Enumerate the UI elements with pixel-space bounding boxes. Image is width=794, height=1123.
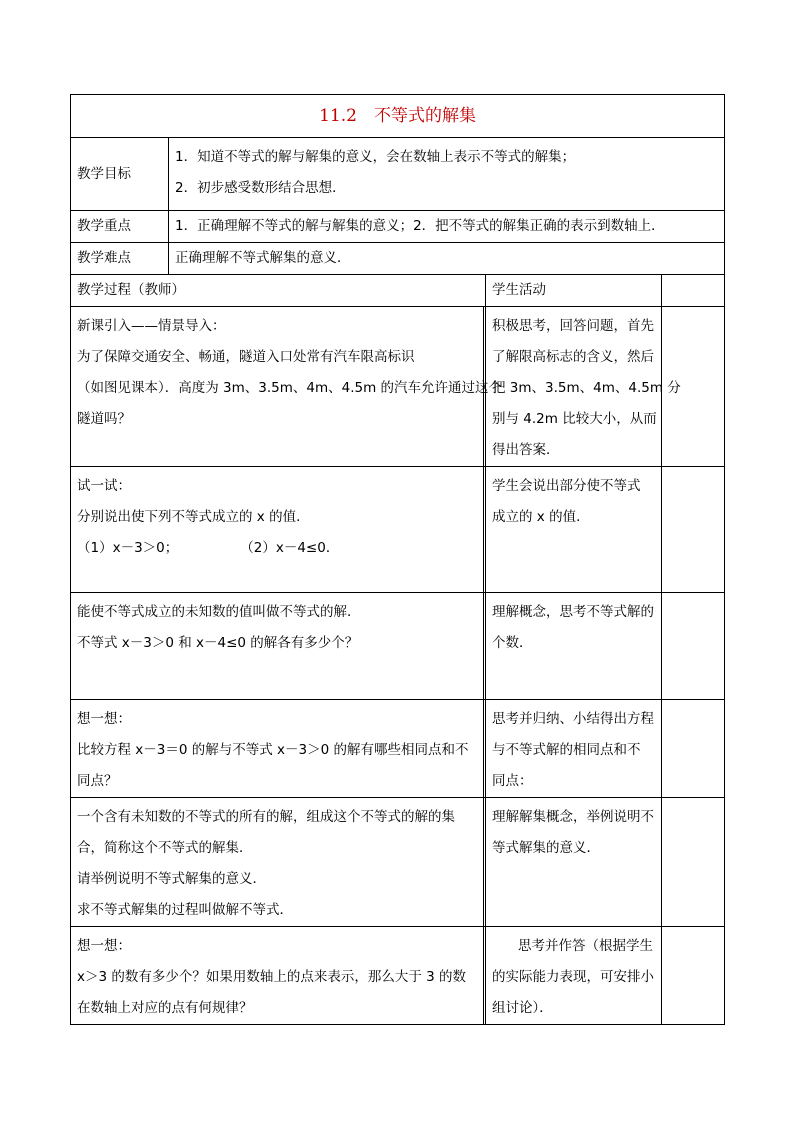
empty-cell xyxy=(662,593,725,700)
teacher-line: 能使不等式成立的未知数的值叫做不等式的解． xyxy=(77,604,361,620)
student-line: 同点： xyxy=(492,773,533,789)
page-title: 11.2 不等式的解集 xyxy=(71,95,725,138)
goal-item: 1．知道不等式的解与解集的意义，会在数轴上表示不等式的解集； xyxy=(175,149,576,165)
teacher-line: x＞3 的数有多少个？如果用数轴上的点来表示，那么大于 3 的数 xyxy=(77,969,467,985)
student-line: 得出答案． xyxy=(492,442,560,458)
goals-label: 教学目标 xyxy=(71,138,169,211)
student-line: 把 3m、3.5m、4m、4.5m 分 xyxy=(492,380,681,396)
empty-cell xyxy=(662,467,725,593)
empty-cell xyxy=(662,798,725,927)
student-line: 了解限高标志的含义，然后 xyxy=(492,349,654,365)
exercise-1: （1）x－3＞0； xyxy=(77,540,179,556)
teacher-line: 合，简称这个不等式的解集． xyxy=(77,840,253,856)
teacher-cell xyxy=(71,593,484,700)
student-line: 理解概念，思考不等式解的 xyxy=(492,604,654,620)
student-column-header: 学生活动 xyxy=(486,275,662,307)
empty-cell xyxy=(662,700,725,798)
teacher-line: （如图见课本）．高度为 3m、3.5m、4m、4.5m 的汽车允许通过这个 xyxy=(77,380,503,396)
teacher-line: 同点？ xyxy=(77,773,118,789)
teacher-line: 求不等式解集的过程叫做解不等式． xyxy=(77,902,293,918)
teacher-cell xyxy=(71,927,484,1025)
lesson-plan xyxy=(70,94,724,1025)
goals-content xyxy=(169,138,725,211)
difficulty-text: 正确理解不等式解集的意义． xyxy=(169,243,725,275)
teacher-line: 一个含有未知数的不等式的所有的解，组成这个不等式的解的集 xyxy=(77,809,455,825)
empty-cell xyxy=(662,275,725,307)
student-cell xyxy=(486,593,662,700)
student-line: 等式解集的意义． xyxy=(492,840,600,856)
teacher-cell xyxy=(71,700,484,798)
student-cell xyxy=(486,798,662,927)
teacher-line: 想一想： xyxy=(77,938,131,954)
teacher-line: 隧道吗？ xyxy=(77,411,131,427)
teacher-line: 比较方程 x－3＝0 的解与不等式 x－3＞0 的解有哪些相同点和不 xyxy=(77,742,469,758)
teacher-line: 分别说出使下列不等式成立的 x 的值． xyxy=(77,509,310,525)
key-points-label: 教学重点 xyxy=(71,211,169,243)
teacher-column-header: 教学过程（教师） xyxy=(71,275,486,307)
student-line: 别与 4.2m 比较大小，从而 xyxy=(492,411,657,427)
student-cell xyxy=(486,700,662,798)
lesson-table xyxy=(70,94,725,1025)
student-line: 个数． xyxy=(492,635,533,651)
teacher-line xyxy=(77,533,477,564)
key-points-text: 1．正确理解不等式的解与解集的意义；2．把不等式的解集正确的表示到数轴上． xyxy=(169,211,725,243)
empty-cell xyxy=(662,927,725,1025)
student-line: 学生会说出部分使不等式 xyxy=(492,478,641,494)
exercise-2: （2）x－4≤0． xyxy=(240,540,340,556)
student-line: 思考并归纳、小结得出方程 xyxy=(492,711,654,727)
student-cell xyxy=(486,467,662,593)
difficulty-label: 教学难点 xyxy=(71,243,169,275)
student-line: 成立的 x 的值． xyxy=(492,509,590,525)
teacher-line: 为了保障交通安全、畅通，隧道入口处常有汽车限高标识 xyxy=(77,349,415,365)
student-cell xyxy=(486,307,681,467)
student-cell xyxy=(486,927,662,1025)
student-line: 积极思考，回答问题，首先 xyxy=(492,318,654,334)
teacher-cell xyxy=(71,798,484,927)
teacher-line: 请举例说明不等式解集的意义． xyxy=(77,871,266,887)
teacher-line: 试一试： xyxy=(77,478,131,494)
teacher-line: 想一想： xyxy=(77,711,131,727)
student-line: 的实际能力表现，可安排小 xyxy=(492,969,654,985)
teacher-cell xyxy=(71,307,503,467)
teacher-cell xyxy=(71,467,484,593)
teacher-line: 新课引入——情景导入： xyxy=(77,318,226,334)
student-line: 组讨论）． xyxy=(492,1000,553,1016)
teacher-line: 在数轴上对应的点有何规律？ xyxy=(77,1000,253,1016)
teacher-line: 不等式 x－3＞0 和 x－4≤0 的解各有多少个？ xyxy=(77,635,359,651)
student-line: 与不等式解的相同点和不 xyxy=(492,742,641,758)
student-line: 理解解集概念，举例说明不 xyxy=(492,809,654,825)
student-line: 思考并作答（根据学生 xyxy=(518,938,653,954)
goal-item: 2．初步感受数形结合思想． xyxy=(175,180,346,196)
